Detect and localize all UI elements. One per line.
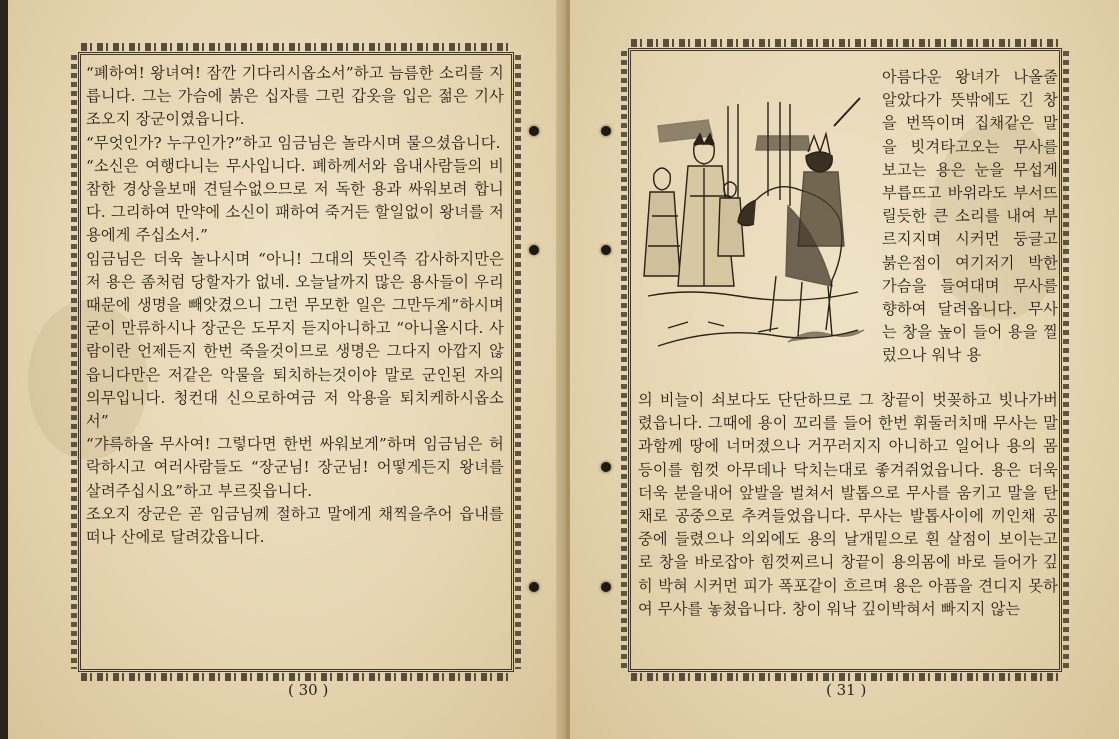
left-page-text <box>86 62 504 549</box>
binding-hole <box>529 245 539 255</box>
page-number-left: ( 30 ) <box>288 681 329 699</box>
paragraph: 임금님은 더욱 놀나시며 “아니! 그대의 뜻인즉 감사하지만은 저 용은 좀처럼 당할자가 없네. 오늘날까지 많은 용사들이 우리때문에 생명을 빼앗겼으니 그런 무모한 일은 그만두게”하시며 굳이 만류하시나 장군은 도무지 듣지아니하고 “아니올시다. 사람이란 언제든지 한번 죽을것이므로 생명은 그다지 아깝지 않읍니다만은 저같은 악물을 퇴치하는것이야 말로 군인된 자의 의무입니다. 청컨대 신으로하여금 저 악용을 퇴치케하시옵소서” <box>86 249 504 431</box>
ornament-border-left <box>71 55 77 669</box>
binding-hole <box>529 126 539 136</box>
left-page <box>8 0 564 739</box>
binding-hole <box>601 582 611 592</box>
paragraph: 조오지 장군은 곧 임금님께 절하고 말에게 채찍을추어 읍내를 떠나 산에로 달려갔읍니다. <box>86 504 504 547</box>
paragraph: “폐하여! 왕녀여! 잠깐 기다리시옵소서”하고 늠름한 소리를 지릅니다. 그는 가슴에 붉은 십자를 그린 갑옷을 입은 젊은 기사 조오지 장군이였읍니다. <box>86 64 504 129</box>
paragraph: “갸륵하올 무사여! 그렇다면 한번 싸워보게”하며 임금님은 허락하시고 여러사람들도 “장군님! 장군님! 어떻게든지 왕녀를 살려주십시요”하고 부르짖읍니다. <box>86 435 504 500</box>
right-page-bottom-text: 의 비늘이 쇠보다도 단단하므로 그 창끝이 벗꽂하고 빗나가버렸읍니다. 그때에 용이 꼬리를 들어 한번 휘둘러치매 무사는 말과함께 땅에 너머졌으나 거꾸러지지 아니하고 일어나 용의 몸등이를 힘껏 아무데나 닥치는대로 좋겨쥐었읍니다. 용은 더욱더욱 분을내어 앞발을 벌쳐서 발톱으로 무사를 움키고 말을 탄채로 공중으로 추켜들었읍니다. 무사는 발톱사이에 끼인채 공중에 들렸으나 의외에도 용의 날개밑으로 흰 살점이 보이는고로 창을 바로잡아 힘껏찌르니 창끝이 용의몸에 바로 들어가 깊히 박혀 시커먼 피가 폭포같이 흐르며 용은 아픔을 견디지 못하여 무사를 놓쳤읍니다. 창이 워낙 깊이박혀서 빠지지 않는 <box>638 391 1058 618</box>
binding-hole <box>601 126 611 136</box>
binding-hole <box>601 245 611 255</box>
ornament-border-bottom <box>631 673 1059 681</box>
king-princess-knight-illustration <box>638 96 874 366</box>
ornament-border-right <box>1063 51 1069 669</box>
page-number-right: ( 31 ) <box>826 681 867 699</box>
ornament-border-bottom <box>81 673 511 681</box>
paragraph: “무엇인가? 누구인가?”하고 임금님은 놀라시며 물으셨읍니다. <box>86 133 501 152</box>
ornament-border-top <box>631 39 1059 47</box>
ornament-border-left <box>621 51 627 669</box>
right-page-top-text: 아름다운 왕녀가 나올줄 알았다가 뜻밖에도 긴 창을 번뜩이며 집채같은 말을 빗겨타고오는 무사를 보고는 용은 눈을 무섭게 부릅뜨고 바위라도 부서뜨릴듯한 큰 소리를 내여 부르지지며 시커먼 둥글고 붉은점이 여기저기 박한 가슴을 들여대며 무사를 향하여 달려옵니다. 무사는 창을 높이 들어 용을 찔렀으나 워낙 용 <box>882 68 1058 365</box>
paragraph: “소신은 여행다니는 무사입니다. 폐하께서와 읍내사람들의 비참한 경상을보매 견딜수없으므로 저 독한 용과 싸워보려 합니다. 그리하여 만약에 소신이 패하여 죽거든 할일없이 왕녀를 저 용에게 주십소서.” <box>86 156 504 245</box>
ornament-border-right <box>515 55 521 669</box>
binding-hole <box>529 582 539 592</box>
ornament-border-top <box>81 43 511 51</box>
binding-hole <box>601 462 611 472</box>
right-page <box>570 0 1119 739</box>
